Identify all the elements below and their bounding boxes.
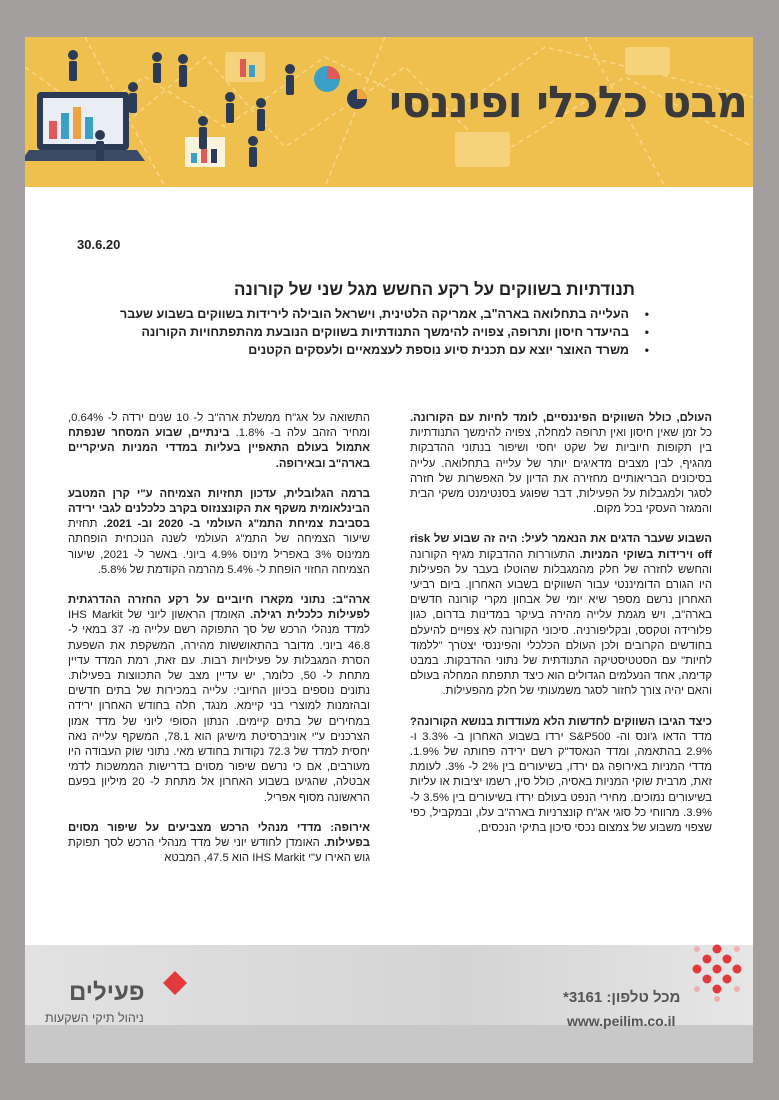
dots-logo-icon	[687, 943, 747, 1005]
summary-bullet: • העלייה בתחלואה בארה"ב, אמריקה הלטינית, וישראל הובילה לירידות בשווקים בשבוע שעבר	[43, 305, 643, 323]
paragraph-body: האומדן הראשון ליוני של IHS Markit למדד מנהלי הרכש של סך התפוקה רשם עלייה מ- 37 במאי ל- 46.8 ביוני. מדובר בהתאוששות מהירה, המשקפת את השפעת הסרת המגבלות על פעילויות רבות. עם זאת, רמת המדד עדיין מתחת ל- 50, כלומר, יש עדיין מצב של התכווצות בפעילות. נתונים נוספים בכיוון החיובי: עלייה במכירות של בתים חדשים ובהזמנות למוצרי בני קיימא. מנגד, חלה בחודש האחרון ירידה במחירים של בתים קיימים. הנתון הסופי ליוני של מדד אמון הצרכנים ע"י אוניברסיטת מישיגן הוא 78.1, המשקף עלייה נאה יחסית למדד של 72.3 נקודות בחודש מאי. נתוני שוק העבודה היו מעורבים, אם כי נרשם שיפור מסוים בדרישות הממשכות לדמי אבטלה, שהגיעו בשבוע האחרון אל מתחת ל- 20 מיליון בפעם הראשונה מסוף אפריל.	[68, 609, 370, 804]
phone-number: מכל טלפון: 3161*	[563, 989, 681, 1006]
paragraph	[68, 593, 370, 806]
paragraph-body: התשואה על אג"ח ממשלת ארה"ב ל- 10 שנים ירדה ל- 0.64%, ומחיר הזהב עלה ב- 1.8%.	[68, 412, 370, 440]
footer	[25, 917, 753, 1063]
brand-tagline: ניהול תיקי השקעות	[45, 1011, 144, 1025]
paragraph-lead: אירופה: מדדי מנהלי הרכש מצביעים על שיפור מסוים בפעילות.	[68, 821, 370, 850]
paragraph-body: תחזית שיעור הצמיחה של התמ"ג העולמי לשנה הנוכחית הופחתה ממינוס 3% באפריל מינוס 4.9% ביוני. באשר ל- 2021, שיעור הצמיחה החזוי הופחת ל- 5.4% מהרמה הקודמת של 5.8%.	[68, 518, 370, 576]
paragraph	[410, 411, 712, 517]
website-link[interactable]: www.peilim.co.il	[567, 1013, 676, 1029]
paragraph-tail: בינתיים, שבוע המסחר שנפתח אתמול בעולם התאפיין בעליות במדדי המניות העיקריים בארה"ב ובאירופה.	[68, 427, 370, 470]
report-date: 30.6.20	[77, 237, 121, 252]
paragraph	[68, 821, 370, 867]
header-banner	[25, 37, 753, 187]
paragraph-lead: השבוע שעבר הדגים את הנאמר לעיל: היה זה שבוע של risk off וירידות בשוקי המניות.	[410, 533, 712, 561]
paragraph-body: האומדן לחודש יוני של מדד מנהלי הרכש לסך תפוקת גוש האירו ע"י IHS Markit הוא 47.5, המבטא	[68, 837, 370, 865]
paragraph-body: כל זמן שאין חיסון ואין תרופה למחלה, צפויה להימשך התנודתיות בין תקופות חיוביות של שקט יחסי ושיפור בנתוני ההדבקות מהגיף, לבין מצבים מדאיגים יותר של עלייה בתחלואה. עלייה בסיכונים הבריאותיים מחזירה את הדיון על האפשרות של חזרה לסגר ולמגבלות על הפעילות, דבר שפוגע בסנטימנט משקי הבית והמגזר העסקי בכל מקום.	[410, 427, 712, 516]
report-page	[25, 37, 753, 1063]
paragraph-lead: ברמה הגלובלית, עדכון תחזיות הצמיחה ע"י קרן המטבע הבינלאומית משקף את הקונצנזוס בקרב כלכלנים לגבי ירידה בסביבת צמיחת התמ"ג העולמי ב- 2020 וב- 2021.	[68, 487, 370, 531]
paragraph-body: התעוררות ההדבקות מגיף הקורונה והחשש לחזרה של חלק מהמגבלות שהוטלו בעבר על הפעילות היו הגורם הדומיננטי עבור השווקים בשבוע האחרון. ביום רביעי האחרון נרשם מספר שיא יומי של אבחון מקרי קורונה חדשים בארה"ב, ויש מגמת עלייה מהירה בעיקר במדינות בדרום, כגון פלורידה וטקסס, ובקליפורניה. סיכוני הקורונה לא צפויים להיעלם בחודשים הקרובים ולכן העולם הכלכלי והפיננסי יצטרך "ללמוד לחיות" עם הסטטיסטיקה התנודתית של נתוני ההדבקות. במבט קדימה, אחד הנעלמים הגדולים הוא כיצד תתפתח המחלה בעולם והאם יהיה צורך לחזור לסגר משמעותי של חלק מהפעילות.	[410, 548, 712, 698]
paragraph	[68, 411, 370, 472]
summary-bullet: • בהיעדר חיסון ותרופה, צפויה להימשך התנודתיות בשווקים הנובעת מהתפתחויות הקורונה	[43, 323, 643, 341]
paragraph	[410, 532, 712, 699]
footer-bottom-strip	[25, 1025, 753, 1063]
report-headline: תנודתיות בשווקים על רקע החשש מגל שני של קורונה	[234, 280, 635, 299]
paragraph-lead: ארה"ב: נתוני מקארו חיוביים על רקע החזרה ההדרגתית לפעילות כלכלית רגילה.	[68, 594, 370, 622]
summary-bullet: • משרד האוצר יוצא עם תכנית סיוע נוספת לעצמאיים ולעסקים הקטנים	[43, 341, 643, 359]
banner-title: מבט כלכלי ופיננסי	[389, 77, 747, 128]
right-column	[410, 411, 712, 851]
paragraph-body: מדד הדאו ג'ונס וה- S&P500 ירדו בשבוע האחרון ב- 3.3% ו- 2.9% בהתאמה, ומדד הנאסד"ק רשם ירידה פחותה של 1.9%. מדדי המניות באירופה גם ירדו, בשיעורים בין 2% ל- 3%. לעומת זאת, מרבית שוקי המניות באסיה, כולל סין, רשמו יציבות או עליות בשיעורים נמוכים. מחירי הנפט בעולם ירדו בשיעורים בין 3.5% ל- 3.9%. מרווחי כל סוגי אג"ח קונצרניות בארה"ב עלו, ובמקביל, כפי שצפוי משבוע של צמצום נכסי סיכון בתיקי הנכסים,	[410, 730, 713, 835]
brand-diamond-icon	[163, 971, 187, 995]
left-column	[68, 411, 370, 881]
summary-bullets	[43, 305, 643, 359]
paragraph	[68, 487, 370, 578]
brand-name: פעילים	[69, 979, 145, 1006]
paragraph	[410, 715, 712, 837]
paragraph-lead: העולם, כולל השווקים הפיננסיים, לומד לחיות עם הקורונה.	[410, 412, 712, 424]
paragraph-lead: כיצד הגיבו השווקים לחדשות הלא מעודדות בנושא הקורונה?	[410, 715, 712, 728]
